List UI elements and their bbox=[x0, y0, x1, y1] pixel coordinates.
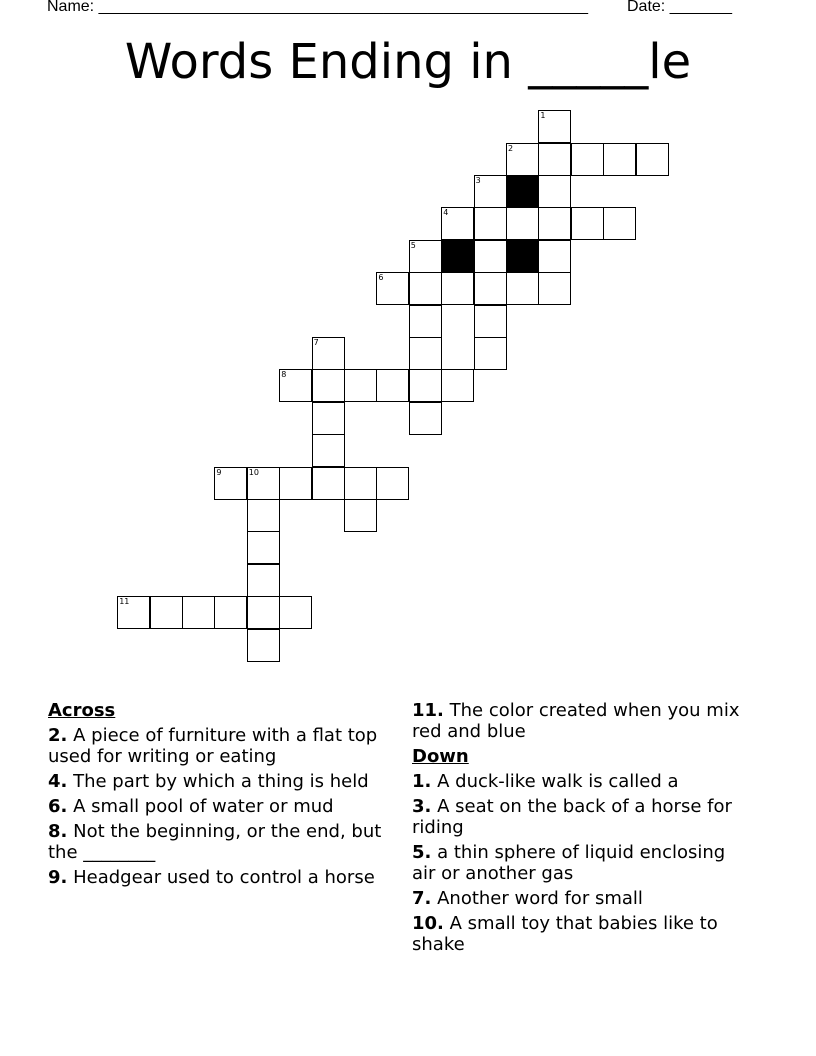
clue-across-2 bbox=[48, 725, 388, 767]
crossword-cell[interactable] bbox=[506, 143, 539, 176]
clue-text: a thin sphere of liquid enclosing air or another gas bbox=[412, 842, 726, 884]
black-square bbox=[506, 175, 539, 208]
crossword-cell[interactable] bbox=[182, 596, 215, 629]
crossword-cell[interactable] bbox=[150, 596, 183, 629]
crossword-cell[interactable] bbox=[603, 143, 636, 176]
crossword-cell[interactable] bbox=[409, 337, 442, 370]
crossword-cell[interactable] bbox=[474, 175, 507, 208]
clue-number-label: 6 bbox=[378, 273, 384, 283]
clues-left-column bbox=[48, 700, 388, 892]
clue-number: 8. bbox=[48, 821, 68, 842]
crossword-cell[interactable] bbox=[636, 143, 669, 176]
clue-number: 5. bbox=[412, 842, 432, 863]
clue-number: 7. bbox=[412, 888, 432, 909]
clue-down-10 bbox=[412, 913, 752, 955]
crossword-cell[interactable] bbox=[538, 207, 571, 240]
crossword-cell[interactable] bbox=[538, 272, 571, 305]
clue-number-label: 10 bbox=[248, 467, 259, 477]
crossword-cell[interactable] bbox=[506, 207, 539, 240]
crossword-cell[interactable] bbox=[376, 272, 409, 305]
crossword-cell[interactable] bbox=[538, 175, 571, 208]
clue-text: The part by which a thing is held bbox=[73, 771, 369, 792]
crossword-cell[interactable] bbox=[279, 596, 312, 629]
down-heading: Down bbox=[412, 746, 469, 767]
crossword-cell[interactable] bbox=[474, 272, 507, 305]
crossword-cell[interactable] bbox=[441, 369, 474, 402]
crossword-cell[interactable] bbox=[312, 402, 345, 435]
crossword-cell[interactable] bbox=[474, 337, 507, 370]
clue-number-label: 7 bbox=[313, 338, 319, 347]
crossword-cell[interactable] bbox=[247, 531, 280, 564]
crossword-cell[interactable] bbox=[247, 564, 280, 597]
crossword-cell[interactable] bbox=[247, 499, 280, 532]
crossword-cell[interactable] bbox=[312, 434, 345, 467]
clue-number: 11. bbox=[412, 700, 444, 721]
crossword-cell[interactable] bbox=[538, 110, 571, 143]
crossword-cell[interactable] bbox=[409, 402, 442, 435]
crossword-cell[interactable] bbox=[441, 207, 474, 240]
black-square bbox=[441, 240, 474, 273]
crossword-cell[interactable] bbox=[312, 337, 345, 370]
crossword-cell[interactable] bbox=[214, 596, 247, 629]
clue-down-7 bbox=[412, 888, 752, 909]
clue-number-label: 3 bbox=[475, 176, 481, 185]
clue-number-label: 9 bbox=[216, 467, 222, 477]
crossword-cell[interactable] bbox=[538, 240, 571, 273]
clue-number-label: 2 bbox=[508, 143, 514, 153]
clue-text: A duck-like walk is called a bbox=[437, 771, 679, 792]
clue-across-6 bbox=[48, 796, 388, 817]
clue-number: 4. bbox=[48, 771, 68, 792]
clue-across-4 bbox=[48, 771, 388, 792]
clue-number-label: 1 bbox=[540, 111, 546, 121]
clue-text: A seat on the back of a horse for riding bbox=[412, 796, 732, 838]
clue-down-5 bbox=[412, 842, 752, 884]
clue-text: Another word for small bbox=[437, 888, 643, 909]
clue-across-9 bbox=[48, 867, 388, 888]
crossword-cell[interactable] bbox=[538, 143, 571, 176]
date-field-label: Date: _______ bbox=[627, 0, 732, 15]
crossword-cell[interactable] bbox=[409, 369, 442, 402]
crossword-cell[interactable] bbox=[279, 467, 312, 500]
crossword-cell[interactable] bbox=[117, 596, 150, 629]
crossword-cell[interactable] bbox=[571, 207, 604, 240]
crossword-cell[interactable] bbox=[474, 305, 507, 338]
crossword-cell[interactable] bbox=[474, 207, 507, 240]
clue-down-3 bbox=[412, 796, 752, 838]
clues-right-column bbox=[412, 700, 752, 959]
crossword-cell[interactable] bbox=[376, 467, 409, 500]
clue-across-11 bbox=[412, 700, 752, 742]
clue-text: A small toy that babies like to shake bbox=[412, 913, 718, 955]
clue-number: 1. bbox=[412, 771, 432, 792]
crossword-cell[interactable] bbox=[312, 467, 345, 500]
across-heading: Across bbox=[48, 700, 116, 721]
clue-number-label: 8 bbox=[281, 370, 287, 380]
crossword-cell[interactable] bbox=[506, 272, 539, 305]
clue-number: 9. bbox=[48, 867, 68, 888]
crossword-cell[interactable] bbox=[344, 369, 377, 402]
crossword-cell[interactable] bbox=[247, 596, 280, 629]
crossword-cell[interactable] bbox=[279, 369, 312, 402]
crossword-cell[interactable] bbox=[247, 467, 280, 500]
clue-number: 10. bbox=[412, 913, 444, 934]
clue-number: 2. bbox=[48, 725, 68, 746]
crossword-cell[interactable] bbox=[247, 629, 280, 662]
clue-text: The color created when you mix red and blue bbox=[412, 700, 740, 742]
name-field-label: Name: _______________________________________________________ bbox=[47, 0, 588, 15]
crossword-cell[interactable] bbox=[441, 272, 474, 305]
crossword-cell[interactable] bbox=[474, 240, 507, 273]
clue-text: A small pool of water or mud bbox=[73, 796, 334, 817]
clue-text: A piece of furniture with a flat top used for writing or eating bbox=[48, 725, 378, 767]
clue-number: 3. bbox=[412, 796, 432, 817]
clue-across-8 bbox=[48, 821, 388, 863]
clue-number-label: 5 bbox=[410, 240, 416, 250]
crossword-cell[interactable] bbox=[312, 369, 345, 402]
crossword-cell[interactable] bbox=[603, 207, 636, 240]
crossword-cell[interactable] bbox=[376, 369, 409, 402]
black-square bbox=[506, 240, 539, 273]
puzzle-title: Words Ending in _____le bbox=[124, 34, 692, 90]
clue-down-1 bbox=[412, 771, 752, 792]
crossword-cell[interactable] bbox=[571, 143, 604, 176]
clue-text: Headgear used to control a horse bbox=[73, 867, 375, 888]
crossword-cell[interactable] bbox=[344, 467, 377, 500]
crossword-cell[interactable] bbox=[409, 305, 442, 338]
crossword-cell[interactable] bbox=[409, 272, 442, 305]
crossword-cell[interactable] bbox=[409, 240, 442, 273]
clue-number-label: 11 bbox=[119, 597, 130, 607]
clue-number-label: 4 bbox=[443, 208, 449, 218]
clue-text: Not the beginning, or the end, but the ________ bbox=[48, 821, 382, 863]
clue-number: 6. bbox=[48, 796, 68, 817]
crossword-cell[interactable] bbox=[344, 499, 377, 532]
crossword-cell[interactable] bbox=[214, 467, 247, 500]
